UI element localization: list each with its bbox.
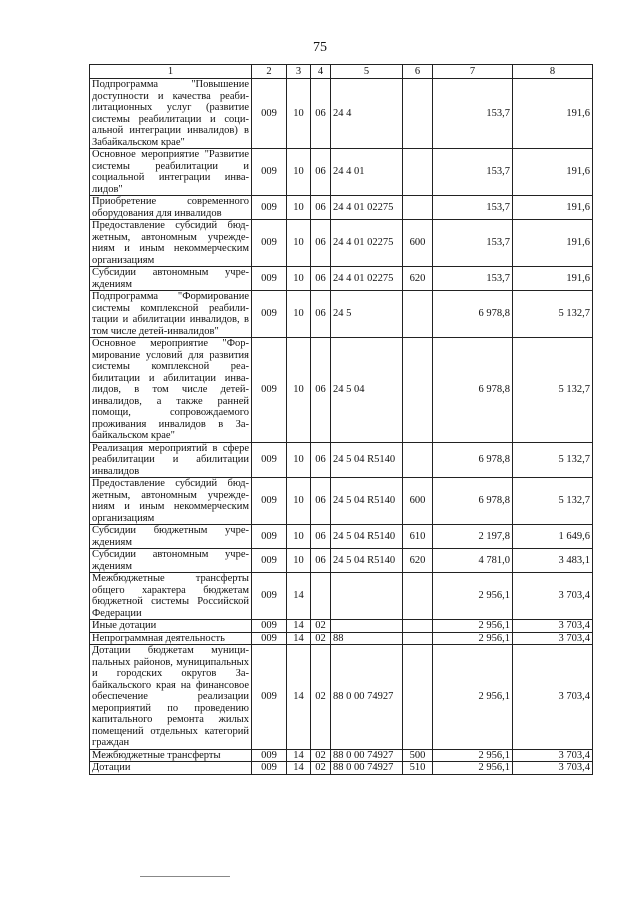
- admin-code-cell: 009: [252, 149, 287, 196]
- section-cell: 10: [287, 291, 311, 338]
- expense-type-cell: 620: [403, 267, 433, 291]
- expense-type-cell: 510: [403, 762, 433, 775]
- admin-code-cell: 009: [252, 632, 287, 645]
- subsection-cell: 06: [311, 267, 331, 291]
- expense-type-cell: 600: [403, 478, 433, 525]
- row-name-cell: Дотации бюджетам муниципальных районов, муниципальных и городских округов Забайкальского края на финансовое обеспечение реализации мероприятий по проведению капитального ремонта жилых помещений отдельных категорий граждан: [90, 645, 252, 750]
- subsection-cell: 06: [311, 149, 331, 196]
- section-cell: 10: [287, 338, 311, 443]
- subsection-cell: 02: [311, 749, 331, 762]
- amount-year2-cell: 3 703,4: [513, 632, 593, 645]
- table-row: [90, 478, 593, 525]
- section-cell: 14: [287, 645, 311, 750]
- target-article-cell: 24 4 01 02275: [331, 196, 403, 220]
- section-cell: 14: [287, 573, 311, 620]
- target-article-cell: 24 5 04 R5140: [331, 478, 403, 525]
- amount-year2-cell: 191,6: [513, 196, 593, 220]
- table-row: [90, 749, 593, 762]
- expense-type-cell: [403, 79, 433, 149]
- section-cell: 10: [287, 79, 311, 149]
- section-cell: 14: [287, 620, 311, 633]
- section-cell: 14: [287, 762, 311, 775]
- amount-year1-cell: 6 978,8: [433, 291, 513, 338]
- row-name-cell: Субсидии бюджетным учреждениям: [90, 525, 252, 549]
- target-article-cell: 24 5 04: [331, 338, 403, 443]
- section-cell: 10: [287, 525, 311, 549]
- row-name-cell: Предоставление субсидий бюджетным, автономным учреждениям и иным некоммерческим организациям: [90, 220, 252, 267]
- amount-year2-cell: 3 703,4: [513, 573, 593, 620]
- subsection-cell: 06: [311, 79, 331, 149]
- section-cell: 10: [287, 442, 311, 478]
- admin-code-cell: 009: [252, 442, 287, 478]
- table-row: [90, 525, 593, 549]
- target-article-cell: 24 5 04 R5140: [331, 442, 403, 478]
- row-name-cell: Субсидии автономным учреждениям: [90, 267, 252, 291]
- row-name-cell: Приобретение современного оборудования для инвалидов: [90, 196, 252, 220]
- expense-type-cell: [403, 291, 433, 338]
- amount-year2-cell: 3 703,4: [513, 645, 593, 750]
- amount-year1-cell: 2 197,8: [433, 525, 513, 549]
- amount-year2-cell: 1 649,6: [513, 525, 593, 549]
- table-row: [90, 549, 593, 573]
- amount-year2-cell: 3 703,4: [513, 762, 593, 775]
- subsection-cell: 02: [311, 620, 331, 633]
- subsection-cell: 06: [311, 196, 331, 220]
- amount-year2-cell: 191,6: [513, 220, 593, 267]
- subsection-cell: 06: [311, 549, 331, 573]
- expense-type-cell: [403, 620, 433, 633]
- admin-code-cell: 009: [252, 291, 287, 338]
- admin-code-cell: 009: [252, 762, 287, 775]
- target-article-cell: 24 4 01 02275: [331, 267, 403, 291]
- row-name-cell: Реализация мероприятий в сфере реабилитации и абилитации инвалидов: [90, 442, 252, 478]
- target-article-cell: 24 5 04 R5140: [331, 525, 403, 549]
- section-cell: 10: [287, 478, 311, 525]
- row-name-cell: Основное мероприятие "Формирование условий для развития системы комплексной реабилитации и абилитации инвалидов, в том числе детей-инвалидов, а также ранней помощи, сопровождаемого проживания инвалидов в Забайкальском крае": [90, 338, 252, 443]
- section-cell: 10: [287, 220, 311, 267]
- header-cell: 8: [513, 65, 593, 79]
- amount-year2-cell: 3 483,1: [513, 549, 593, 573]
- expense-type-cell: 500: [403, 749, 433, 762]
- table-row: [90, 267, 593, 291]
- table-row: [90, 762, 593, 775]
- row-name-cell: Межбюджетные трансферты общего характера бюджетам бюджетной системы Российской Федерации: [90, 573, 252, 620]
- table-row: [90, 291, 593, 338]
- table-row: [90, 79, 593, 149]
- section-cell: 10: [287, 549, 311, 573]
- target-article-cell: 24 5 04 R5140: [331, 549, 403, 573]
- amount-year1-cell: 2 956,1: [433, 573, 513, 620]
- table-row: [90, 442, 593, 478]
- admin-code-cell: 009: [252, 196, 287, 220]
- amount-year1-cell: 153,7: [433, 220, 513, 267]
- subsection-cell: 06: [311, 291, 331, 338]
- row-name-cell: Предоставление субсидий бюджетным, автономным учреждениям и иным некоммерческим организациям: [90, 478, 252, 525]
- subsection-cell: [311, 573, 331, 620]
- header-cell: 7: [433, 65, 513, 79]
- amount-year1-cell: 153,7: [433, 267, 513, 291]
- target-article-cell: 24 4: [331, 79, 403, 149]
- amount-year1-cell: 6 978,8: [433, 478, 513, 525]
- amount-year2-cell: 3 703,4: [513, 749, 593, 762]
- table-body: [90, 79, 593, 775]
- admin-code-cell: 009: [252, 220, 287, 267]
- expense-type-cell: 610: [403, 525, 433, 549]
- admin-code-cell: 009: [252, 478, 287, 525]
- header-cell: 3: [287, 65, 311, 79]
- expense-type-cell: [403, 573, 433, 620]
- amount-year2-cell: 191,6: [513, 79, 593, 149]
- row-name-cell: Непрограммная деятельность: [90, 632, 252, 645]
- header-cell: 1: [90, 65, 252, 79]
- subsection-cell: 06: [311, 478, 331, 525]
- target-article-cell: 24 4 01 02275: [331, 220, 403, 267]
- admin-code-cell: 009: [252, 573, 287, 620]
- header-cell: 6: [403, 65, 433, 79]
- subsection-cell: 02: [311, 632, 331, 645]
- section-cell: 10: [287, 149, 311, 196]
- expense-type-cell: [403, 196, 433, 220]
- target-article-cell: 88 0 00 74927: [331, 749, 403, 762]
- amount-year1-cell: 6 978,8: [433, 338, 513, 443]
- admin-code-cell: 009: [252, 549, 287, 573]
- header-cell: 5: [331, 65, 403, 79]
- row-name-cell: Подпрограмма "Формирование системы комплексной реабилитации и абилитации инвалидов, в том числе детей-инвалидов": [90, 291, 252, 338]
- section-cell: 10: [287, 267, 311, 291]
- amount-year1-cell: 153,7: [433, 79, 513, 149]
- table-row: [90, 220, 593, 267]
- expense-type-cell: [403, 632, 433, 645]
- amount-year2-cell: 191,6: [513, 149, 593, 196]
- expense-type-cell: [403, 442, 433, 478]
- subsection-cell: 02: [311, 762, 331, 775]
- amount-year2-cell: 5 132,7: [513, 478, 593, 525]
- page-number: 75: [313, 40, 327, 55]
- expense-type-cell: [403, 338, 433, 443]
- admin-code-cell: 009: [252, 267, 287, 291]
- subsection-cell: 06: [311, 220, 331, 267]
- row-name-cell: Субсидии автономным учреждениям: [90, 549, 252, 573]
- section-cell: 14: [287, 749, 311, 762]
- amount-year2-cell: 5 132,7: [513, 338, 593, 443]
- row-name-cell: Межбюджетные трансферты: [90, 749, 252, 762]
- amount-year1-cell: 6 978,8: [433, 442, 513, 478]
- admin-code-cell: 009: [252, 79, 287, 149]
- table-row: [90, 338, 593, 443]
- amount-year1-cell: 2 956,1: [433, 645, 513, 750]
- target-article-cell: 24 4 01: [331, 149, 403, 196]
- target-article-cell: [331, 573, 403, 620]
- amount-year2-cell: 3 703,4: [513, 620, 593, 633]
- amount-year1-cell: 153,7: [433, 149, 513, 196]
- amount-year2-cell: 5 132,7: [513, 442, 593, 478]
- table-row: [90, 620, 593, 633]
- table-header-row: [90, 65, 593, 79]
- amount-year1-cell: 153,7: [433, 196, 513, 220]
- amount-year1-cell: 4 781,0: [433, 549, 513, 573]
- row-name-cell: Основное мероприятие "Развитие системы реабилитации и социальной интеграции инвалидов": [90, 149, 252, 196]
- expense-type-cell: [403, 149, 433, 196]
- amount-year1-cell: 2 956,1: [433, 620, 513, 633]
- subsection-cell: 02: [311, 645, 331, 750]
- amount-year1-cell: 2 956,1: [433, 749, 513, 762]
- header-cell: 4: [311, 65, 331, 79]
- table-row: [90, 632, 593, 645]
- target-article-cell: 88 0 00 74927: [331, 762, 403, 775]
- table-row: [90, 573, 593, 620]
- subsection-cell: 06: [311, 442, 331, 478]
- budget-table: [89, 64, 593, 775]
- target-article-cell: 24 5: [331, 291, 403, 338]
- table-row: [90, 645, 593, 750]
- amount-year1-cell: 2 956,1: [433, 632, 513, 645]
- amount-year1-cell: 2 956,1: [433, 762, 513, 775]
- subsection-cell: 06: [311, 525, 331, 549]
- footer-rule: [140, 876, 230, 877]
- admin-code-cell: 009: [252, 338, 287, 443]
- admin-code-cell: 009: [252, 645, 287, 750]
- amount-year2-cell: 5 132,7: [513, 291, 593, 338]
- table-row: [90, 196, 593, 220]
- target-article-cell: 88 0 00 74927: [331, 645, 403, 750]
- header-cell: 2: [252, 65, 287, 79]
- expense-type-cell: [403, 645, 433, 750]
- amount-year2-cell: 191,6: [513, 267, 593, 291]
- table-row: [90, 149, 593, 196]
- row-name-cell: Дотации: [90, 762, 252, 775]
- admin-code-cell: 009: [252, 525, 287, 549]
- admin-code-cell: 009: [252, 620, 287, 633]
- subsection-cell: 06: [311, 338, 331, 443]
- target-article-cell: 88: [331, 632, 403, 645]
- section-cell: 10: [287, 196, 311, 220]
- target-article-cell: [331, 620, 403, 633]
- expense-type-cell: 600: [403, 220, 433, 267]
- expense-type-cell: 620: [403, 549, 433, 573]
- row-name-cell: Подпрограмма "Повышение доступности и качества реабилитационных услуг (развитие системы реабилитации и социальной интеграции инвалидов) в Забайкальском крае": [90, 79, 252, 149]
- row-name-cell: Иные дотации: [90, 620, 252, 633]
- admin-code-cell: 009: [252, 749, 287, 762]
- section-cell: 14: [287, 632, 311, 645]
